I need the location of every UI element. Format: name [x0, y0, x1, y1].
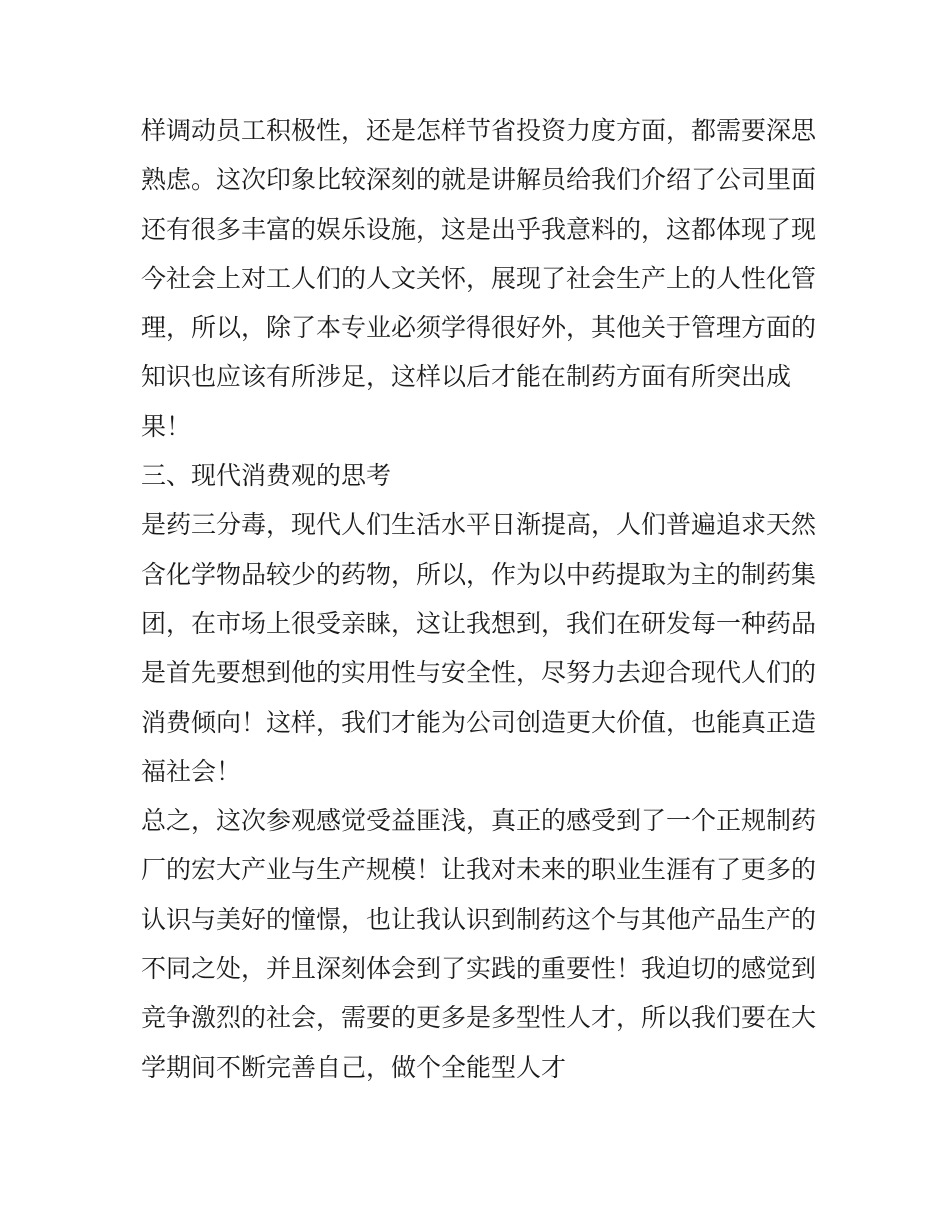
text-line: 还有很多丰富的娱乐设施，这是出乎我意料的，这都体现了现 [141, 214, 817, 244]
text-line: 是药三分毒，现代人们生活水平日渐提高，人们普遍追求天然 [141, 510, 817, 540]
text-line: 熟虑。这次印象比较深刻的就是讲解员给我们介绍了公司里面 [141, 165, 817, 195]
text-line: 是首先要想到他的实用性与安全性，尽努力去迎合现代人们的 [141, 658, 817, 688]
text-line: 消费倾向！这样，我们才能为公司创造更大价值，也能真正造 [141, 707, 817, 737]
paragraph-conclusion [141, 796, 817, 1092]
text-line: 不同之处，并且深刻体会到了实践的重要性！我迫切的感觉到 [141, 954, 817, 984]
paragraph-consumption-view [141, 500, 817, 796]
paragraph-reflection-management [141, 106, 817, 451]
text-line: 竞争激烈的社会，需要的更多是多型性人才，所以我们要在大 [141, 1003, 817, 1033]
document-body [141, 106, 817, 1092]
text-line: 总之，这次参观感觉受益匪浅，真正的感受到了一个正规制药 [141, 806, 817, 836]
text-line: 厂的宏大产业与生产规模！让我对未来的职业生涯有了更多的 [141, 855, 817, 885]
heading-text: 三、现代消费观的思考 [141, 461, 392, 491]
text-line: 今社会上对工人们的人文关怀，展现了社会生产上的人性化管 [141, 263, 817, 293]
text-line: 福社会！ [141, 756, 242, 786]
text-line: 认识与美好的憧憬，也让我认识到制药这个与其他产品生产的 [141, 904, 817, 934]
text-line: 理，所以，除了本专业必须学得很好外，其他关于管理方面的 [141, 313, 817, 343]
text-line: 知识也应该有所涉足，这样以后才能在制药方面有所突出成 [141, 362, 792, 392]
text-line: 团，在市场上很受亲睐，这让我想到，我们在研发每一种药品 [141, 608, 817, 638]
text-line: 果！ [141, 411, 192, 441]
text-line: 含化学物品较少的药物，所以，作为以中药提取为主的制药集 [141, 559, 817, 589]
text-line: 学期间不断完善自己，做个全能型人才 [141, 1052, 567, 1082]
section-heading [141, 451, 813, 500]
text-line: 样调动员工积极性，还是怎样节省投资力度方面，都需要深思 [141, 116, 817, 145]
